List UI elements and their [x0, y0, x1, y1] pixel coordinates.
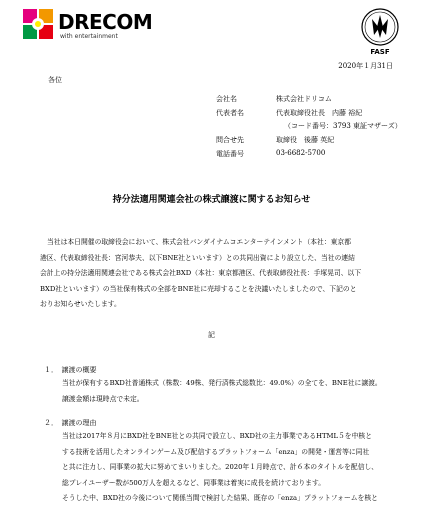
section-2-line: 当社は2017年８月にBXD社をBNE社との共同で設立し、BXD社の主力事業であるHTML５を中核と	[62, 432, 372, 440]
document-date: 2020年１月31日	[338, 62, 393, 70]
intro-paragraph	[40, 235, 394, 313]
info-value-representative: 代表取締役社長 内藤 裕紀	[276, 109, 363, 117]
section-2-line: 総プレイユーザー数が500万人を超えるなど、同事業は着実に成長を続けております。	[62, 478, 326, 487]
company-logo-name: DRECOM	[58, 10, 153, 34]
info-value-company: 株式会社ドリコム	[276, 95, 332, 103]
section-2-line: する技術を活用したオンラインゲーム及び配信するプラットフォーム「enza」の開発・運営等に同社	[62, 447, 370, 456]
info-label-phone: 電話番号	[216, 150, 244, 158]
section-2-heading: ２． 譲渡の理由	[44, 419, 97, 427]
section-1-line: 譲渡金額は現時点で未定。	[62, 394, 144, 403]
section-2-body	[62, 429, 394, 507]
document-title: 持分法適用関連会社の株式譲渡に関するお知らせ	[112, 195, 311, 205]
section-2-line: そうした中、BXD社の今後について関係当間で検討した結果、既存の「enza」プラットフォームを核と	[62, 494, 378, 502]
fasf-logo-text: FASF	[370, 48, 390, 56]
info-label-company: 会社名	[216, 95, 237, 103]
intro-line: 会計上の持分法適用関連会社である株式会社BXD（本社：東京都港区、代表取締役社長：手塚晃司、以下	[40, 269, 362, 277]
info-value-stock-code: （コード番号：3793 東証マザーズ）	[284, 122, 402, 130]
company-logo	[22, 8, 153, 42]
fasf-certification-logo	[360, 7, 400, 56]
section-2-line: と共に注力し、同事業の拡大に努めてまいりました。2020年１月時点で、計６本のタイトルを配信し、	[62, 463, 379, 471]
ki-marker: 記	[208, 331, 215, 339]
addressee: 各位	[48, 76, 62, 84]
section-1-heading: １． 譲渡の概要	[44, 366, 97, 374]
info-value-contact: 取締役 後藤 英紀	[276, 136, 335, 144]
info-label-contact: 問合せ先	[216, 136, 244, 144]
company-logo-tagline: with entertainment	[60, 33, 118, 40]
section-1-line: 当社が保有するBXD社普通株式（株数：49株、発行済株式総数比：49.0%）の全てを、BNE社に譲渡。	[62, 379, 382, 387]
info-value-phone: 03-6682-5700	[276, 149, 326, 157]
info-label-representative: 代表者名	[216, 109, 244, 117]
intro-line: 当社は本日開催の取締役会において、株式会社バンダイナムコエンターテインメント（本社：東京都	[47, 238, 352, 246]
fasf-seal-icon	[360, 7, 400, 47]
intro-line: BXD社といいます）の当社保有株式の全部をBNE社に売却することを決議いたしましたので、下記のと	[40, 284, 357, 293]
section-1-body	[62, 376, 394, 407]
intro-line: 港区、代表取締役社長：宮河恭夫、以下BNE社といいます）との共同出資により設立した、当社の連結	[40, 253, 355, 262]
company-logo-mark-icon	[22, 8, 54, 40]
intro-line: おりお知らせいたします。	[40, 300, 121, 308]
